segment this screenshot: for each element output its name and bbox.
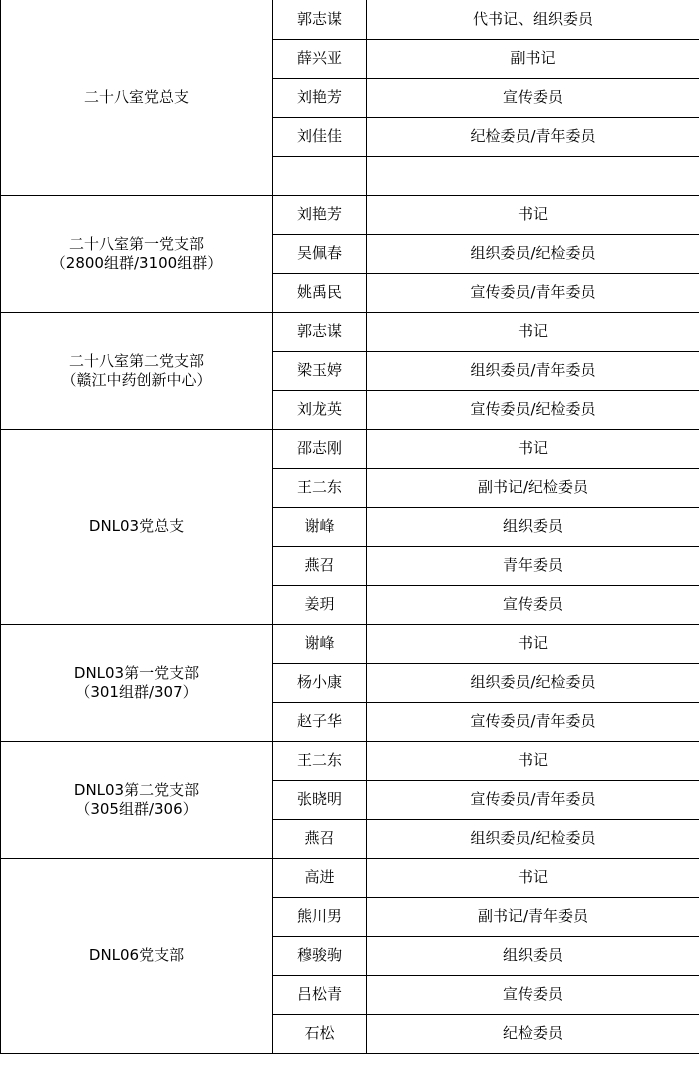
- member-name-cell: 姜玥: [273, 585, 367, 624]
- member-name-cell: 王二东: [273, 468, 367, 507]
- member-role-cell: 宣传委员/青年委员: [367, 273, 699, 312]
- member-role-cell: 书记: [367, 624, 699, 663]
- table-row: [1, 312, 699, 351]
- member-name-cell: 郭志谋: [273, 312, 367, 351]
- member-name-cell: 刘艳芳: [273, 195, 367, 234]
- branch-name-cell: [1, 429, 273, 624]
- branch-name-line: （赣江中药创新中心）: [61, 370, 212, 389]
- member-role-cell: 书记: [367, 858, 699, 897]
- member-role-cell: 副书记/青年委员: [367, 897, 699, 936]
- member-name-cell: 刘佳佳: [273, 117, 367, 156]
- member-role-cell: 副书记: [367, 39, 699, 78]
- table-row: [1, 429, 699, 468]
- member-name-cell: 燕召: [273, 819, 367, 858]
- member-role-cell: 宣传委员: [367, 78, 699, 117]
- member-role-cell: 副书记/纪检委员: [367, 468, 699, 507]
- member-name-cell: 王二东: [273, 741, 367, 780]
- branch-name-cell: [1, 195, 273, 312]
- branch-name-line: （305组群/306）: [75, 799, 198, 818]
- table-row: [1, 858, 699, 897]
- member-name-cell: 吕松青: [273, 975, 367, 1014]
- member-role-cell: 书记: [367, 195, 699, 234]
- member-role-cell: 宣传委员/纪检委员: [367, 390, 699, 429]
- branch-name-line: 二十八室第一党支部: [68, 234, 204, 253]
- member-role-cell: 纪检委员: [367, 1014, 699, 1053]
- member-name-cell: 郭志谋: [273, 0, 367, 39]
- member-role-cell: [367, 156, 699, 195]
- member-role-cell: 宣传委员: [367, 585, 699, 624]
- member-role-cell: 代书记、组织委员: [367, 0, 699, 39]
- member-role-cell: 组织委员: [367, 507, 699, 546]
- branch-name-line: DNL06党支部: [88, 946, 185, 964]
- member-name-cell: 刘艳芳: [273, 78, 367, 117]
- member-role-cell: 书记: [367, 429, 699, 468]
- member-role-cell: 宣传委员/青年委员: [367, 780, 699, 819]
- table-row: [1, 741, 699, 780]
- member-role-cell: 组织委员/纪检委员: [367, 819, 699, 858]
- member-name-cell: 谢峰: [273, 507, 367, 546]
- branch-name-line: DNL03党总支: [88, 517, 185, 535]
- member-role-cell: 宣传委员: [367, 975, 699, 1014]
- member-name-cell: 穆骏驹: [273, 936, 367, 975]
- member-name-cell: 梁玉婷: [273, 351, 367, 390]
- member-role-cell: 宣传委员/青年委员: [367, 702, 699, 741]
- branch-name-cell: [1, 0, 273, 195]
- member-name-cell: 杨小康: [273, 663, 367, 702]
- member-name-cell: 熊川男: [273, 897, 367, 936]
- member-name-cell: 刘龙英: [273, 390, 367, 429]
- branch-name-line: 二十八室第二党支部: [68, 351, 204, 370]
- table-row: [1, 624, 699, 663]
- member-role-cell: 青年委员: [367, 546, 699, 585]
- member-name-cell: 燕召: [273, 546, 367, 585]
- member-name-cell: 谢峰: [273, 624, 367, 663]
- branch-name-cell: [1, 624, 273, 741]
- table-row: [1, 195, 699, 234]
- member-role-cell: 书记: [367, 312, 699, 351]
- branch-name-cell: [1, 741, 273, 858]
- member-name-cell: [273, 156, 367, 195]
- branch-name-cell: [1, 858, 273, 1053]
- branch-name-line: （301组群/307）: [75, 682, 198, 701]
- member-name-cell: 姚禹民: [273, 273, 367, 312]
- member-role-cell: 组织委员/纪检委员: [367, 234, 699, 273]
- member-name-cell: 赵子华: [273, 702, 367, 741]
- table-body: [1, 0, 699, 1053]
- table-row: [1, 0, 699, 39]
- member-role-cell: 组织委员/青年委员: [367, 351, 699, 390]
- branch-name-line: （2800组群/3100组群）: [50, 253, 223, 272]
- member-role-cell: 组织委员/纪检委员: [367, 663, 699, 702]
- branch-name-line: DNL03第二党支部: [73, 780, 200, 799]
- member-name-cell: 邵志刚: [273, 429, 367, 468]
- member-name-cell: 张晓明: [273, 780, 367, 819]
- member-name-cell: 高进: [273, 858, 367, 897]
- member-name-cell: 薛兴亚: [273, 39, 367, 78]
- member-role-cell: 组织委员: [367, 936, 699, 975]
- member-name-cell: 石松: [273, 1014, 367, 1053]
- branch-name-line: 二十八室党总支: [83, 87, 189, 106]
- branch-name-cell: [1, 312, 273, 429]
- member-role-cell: 纪检委员/青年委员: [367, 117, 699, 156]
- branch-name-line: DNL03第一党支部: [73, 663, 200, 682]
- member-role-cell: 书记: [367, 741, 699, 780]
- member-name-cell: 吴佩春: [273, 234, 367, 273]
